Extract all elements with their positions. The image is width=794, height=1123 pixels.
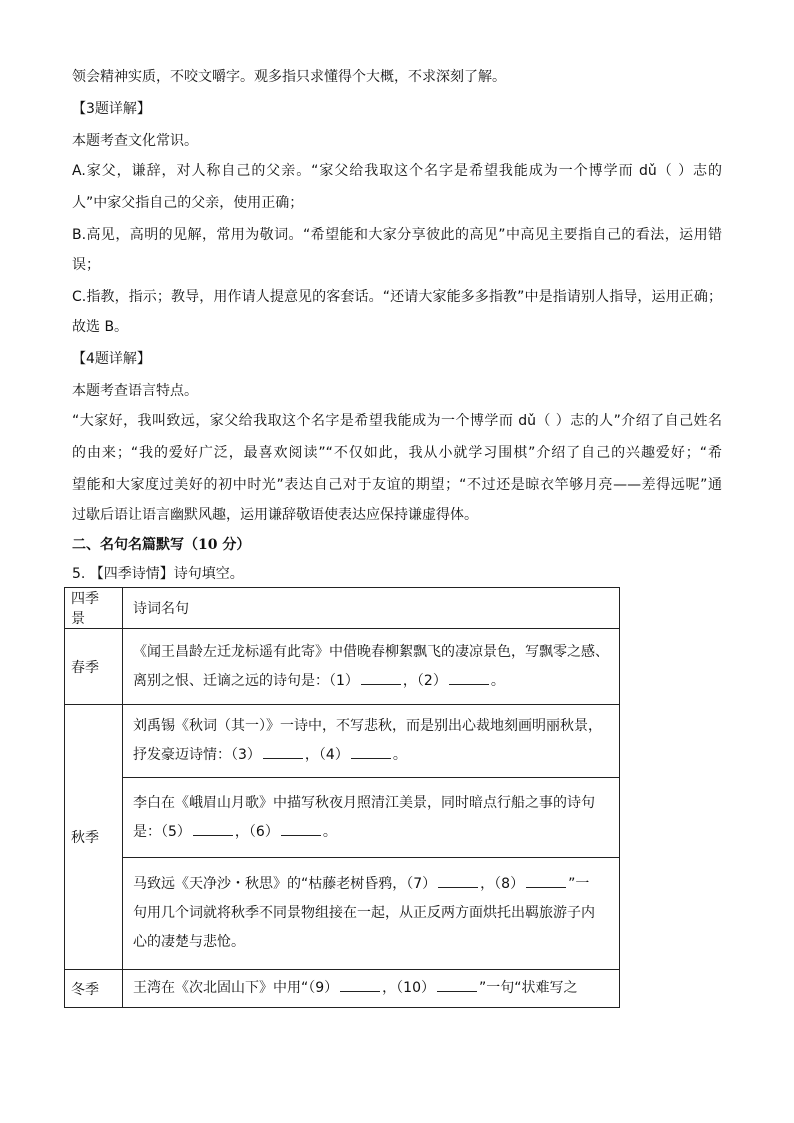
poem-cell: [123, 629, 620, 705]
table-row-spring: [65, 629, 620, 705]
explanation-line: 过歇后语让语言幽默风趣，运用谦辞敬语使表达应保持谦虚得体。: [72, 507, 478, 523]
fill-blank-8[interactable]: [526, 875, 566, 888]
table-header-row: [65, 588, 620, 629]
fill-blank-4[interactable]: [351, 746, 391, 759]
section-heading-q4: 【4题详解】: [72, 351, 151, 367]
cell-text: 刘禹锡《秋词（其一）》一诗中，不写悲秋，而是别出心裁地刻画明丽秋景，: [133, 718, 602, 734]
cell-text: 李白在《峨眉山月歌》中描写秋夜月照清江美景，同时暗点行船之事的诗句: [133, 794, 595, 811]
cell-text-with-blanks: 抒发豪迈诗情：（3） ，（4） 。: [133, 747, 407, 763]
table-row-autumn-3: [65, 858, 620, 970]
header-poem: 诗词名句: [123, 588, 620, 629]
section-heading-q3: 【3题详解】: [72, 101, 151, 117]
option-b-line: B.高见，高明的见解，常用为敬词。“希望能和大家分享彼此的高见”中高见主要指自己的看法，运用错: [72, 227, 722, 243]
option-c-line: C.指教，指示；教导，用作请人提意见的客套话。“还请大家能多多指教”中是指请别人指导，运用正确；: [72, 289, 722, 305]
fill-blank-10[interactable]: [437, 979, 477, 992]
header-season: 四季景: [65, 588, 123, 629]
season-winter: 冬季: [65, 970, 123, 1008]
fill-blank-6[interactable]: [281, 823, 321, 836]
paragraph-text: 领会精神实质，不咬文嚼字。观多指只求懂得个大概，不求深刻了解。: [72, 69, 506, 85]
cell-text: 句用几个词就将秋季不同景物组接在一起，从正反两方面烘托出羁旅游子内: [133, 905, 595, 921]
poem-cell: [123, 778, 620, 858]
poem-cell: [123, 705, 620, 778]
section-title: 二、名句名篇默写（10 分）: [72, 537, 251, 553]
cell-text-with-blanks: 马致远《天净沙・秋思》的“枯藤老树昏鸦，（7） ，（8） ”一: [133, 876, 590, 892]
paragraph-text: 本题考查文化常识。: [72, 133, 198, 149]
answer-line: 故选 B。: [72, 319, 129, 335]
question-title: 5. 【四季诗情】诗句填空。: [72, 566, 244, 582]
season-autumn: 秋季: [65, 705, 123, 970]
poem-table: [64, 587, 620, 1008]
fill-blank-2[interactable]: [449, 672, 489, 685]
cell-text-with-blanks: 是：（5） ，（6） 。: [133, 823, 337, 840]
fill-blank-3[interactable]: [263, 746, 303, 759]
explanation-line: 望能和大家度过美好的初中时光”表达自己对于友谊的期望；“不过还是晾衣竿够月亮——差得远呢”通: [72, 477, 722, 493]
cell-text-with-blanks: 王湾在《次北固山下》中用“（9） ，（10） ”一句“状难写之: [133, 980, 578, 996]
table-row-winter: [65, 970, 620, 1008]
fill-blank-7[interactable]: [438, 875, 478, 888]
poem-cell: [123, 970, 620, 1008]
option-b-line: 误；: [72, 257, 100, 273]
paragraph-text: 本题考查语言特点。: [72, 383, 198, 399]
cell-text-with-blanks: 离别之恨、迁谪之远的诗句是：（1） ，（2） 。: [133, 672, 505, 689]
fill-blank-9[interactable]: [340, 979, 380, 992]
poem-cell: [123, 858, 620, 970]
table-row-autumn-2: [65, 778, 620, 858]
explanation-line: “大家好，我叫致远，家父给我取这个名字是希望我能成为一个博学而 dǔ（ ）志的人”介绍了自己姓名: [72, 413, 722, 429]
table-row-autumn: [65, 705, 620, 778]
option-a-line: 人”中家父指自己的父亲，使用正确；: [72, 195, 304, 211]
cell-text: 《闻王昌龄左迁龙标遥有此寄》中借晚春柳絮飘飞的凄凉景色，写飘零之感、: [133, 643, 609, 660]
explanation-line: 的由来；“我的爱好广泛，最喜欢阅读”“不仅如此，我从小就学习围棋”介绍了自己的兴趣爱好；“希: [72, 445, 722, 461]
season-spring: 春季: [65, 629, 123, 705]
cell-text: 心的凄楚与悲怆。: [133, 934, 245, 950]
option-a-line: A.家父，谦辞，对人称自己的父亲。“家父给我取这个名字是希望我能成为一个博学而 dǔ（ ）志的: [72, 163, 722, 179]
fill-blank-5[interactable]: [193, 823, 233, 836]
fill-blank-1[interactable]: [361, 672, 401, 685]
